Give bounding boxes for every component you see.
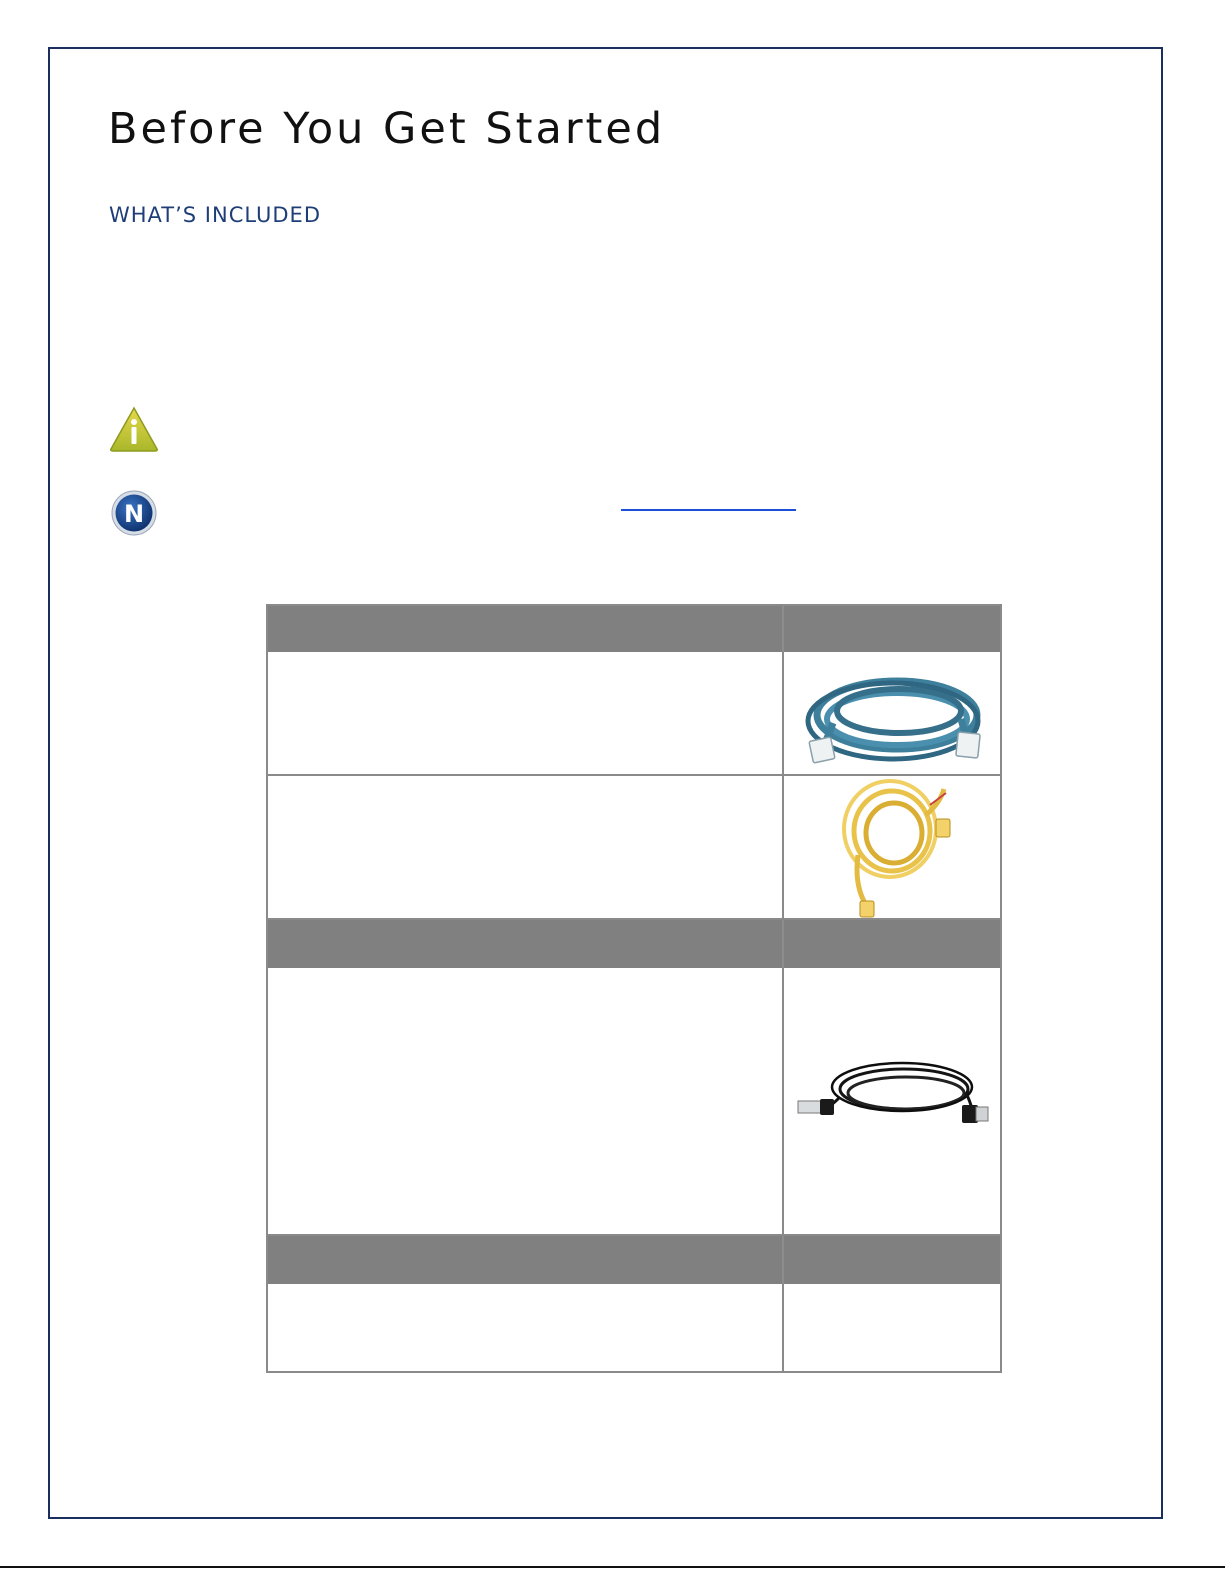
note-icon: [110, 489, 158, 537]
note-link[interactable]: [621, 509, 796, 511]
table-frame: [266, 604, 1002, 1373]
section-heading: WHAT’S INCLUDED: [109, 203, 321, 227]
note-icon-letter: N: [123, 500, 145, 528]
included-items-table: [266, 604, 1002, 1373]
footer-rule: [0, 1566, 1225, 1568]
warning-info-icon: [108, 405, 160, 453]
page-title: Before You Get Started: [108, 104, 666, 154]
